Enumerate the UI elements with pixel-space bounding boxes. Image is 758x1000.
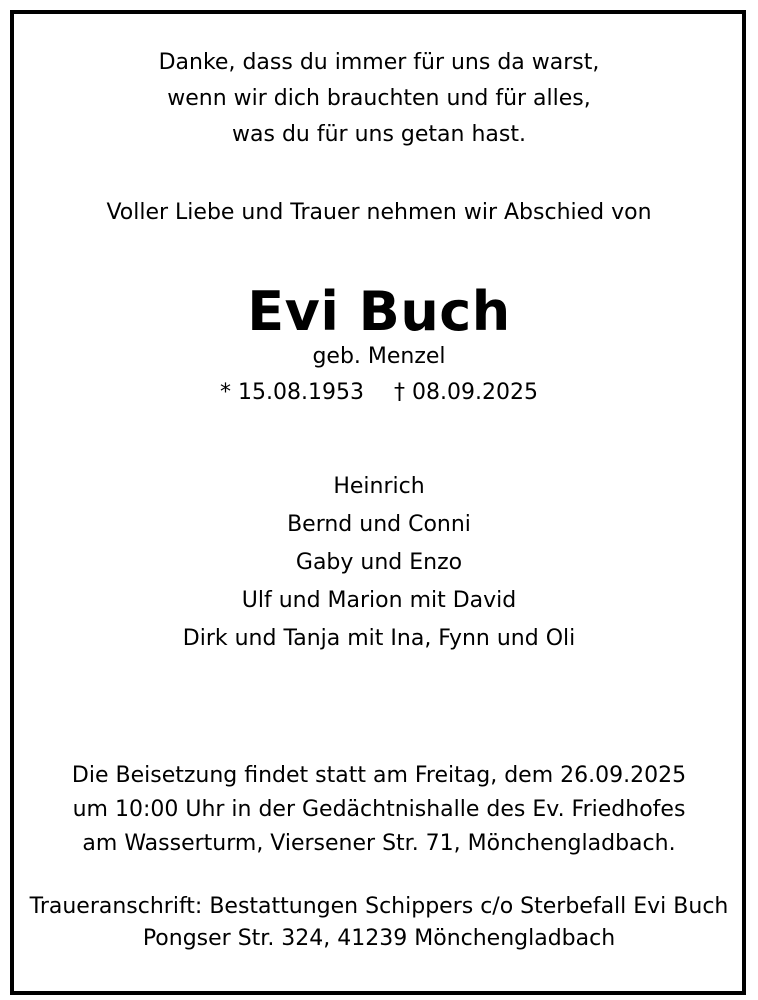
funeral-line-2: um 10:00 Uhr in der Gedächtnishalle des Ev. Friedhofes [72, 797, 686, 822]
death-date: † 08.09.2025 [394, 380, 538, 405]
address-line-2: Pongser Str. 324, 41239 Mönchengladbach [142, 926, 616, 951]
mourner-line-2: Bernd und Conni [287, 512, 471, 537]
birth-date: * 15.08.1953 [220, 380, 364, 405]
poem-line-1: Danke, dass du immer für uns da warst, [158, 50, 600, 75]
mourner-line-3: Gaby und Enzo [295, 550, 463, 575]
mourner-line-4: Ulf und Marion mit David [241, 588, 517, 613]
poem-line-3: was du für uns getan hast. [232, 122, 526, 147]
funeral-line-3: am Wasserturm, Viersener Str. 71, Mönchengladbach. [82, 831, 676, 856]
poem-line-2: wenn wir dich brauchten und für alles, [167, 86, 591, 111]
birth-name: geb. Menzel [312, 344, 446, 369]
intro-text: Voller Liebe und Trauer nehmen wir Abschied von [106, 200, 652, 225]
life-dates [0, 378, 758, 408]
address-line-1: Traueranschrift: Bestattungen Schippers c/o Sterbefall Evi Buch [29, 894, 729, 919]
mourner-line-1: Heinrich [333, 474, 425, 499]
deceased-name: Evi Buch [247, 280, 511, 343]
mourner-line-5: Dirk und Tanja mit Ina, Fynn und Oli [182, 626, 576, 651]
funeral-line-1: Die Beisetzung findet statt am Freitag, dem 26.09.2025 [71, 763, 687, 788]
